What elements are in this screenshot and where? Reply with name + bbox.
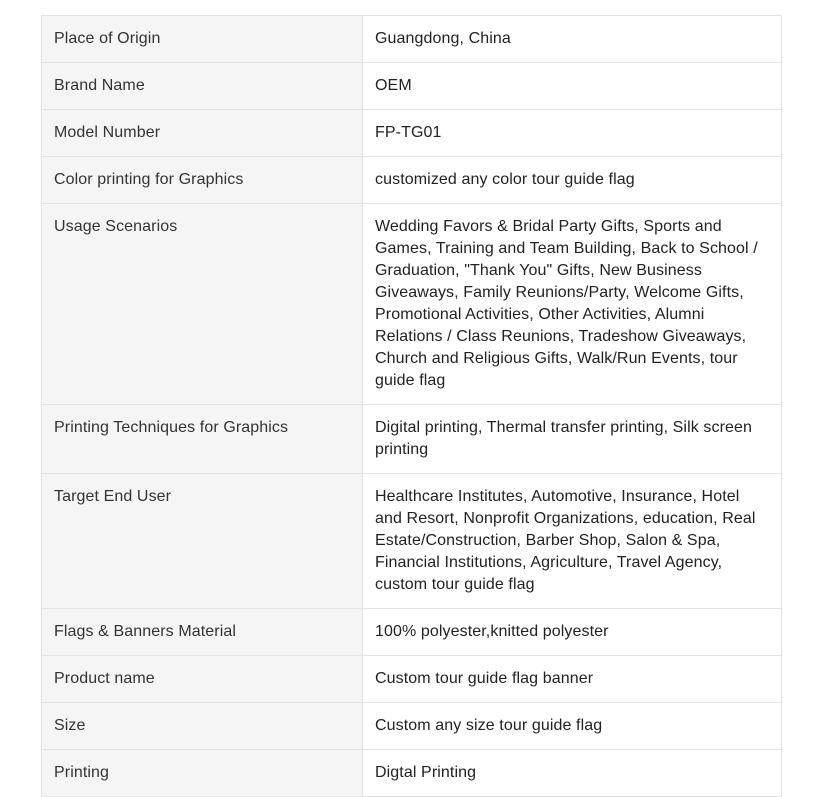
spec-label: Target End User (42, 474, 363, 609)
spec-value: Digital printing, Thermal transfer printing, Silk screen printing (363, 405, 782, 474)
spec-value: Guangdong, China (363, 16, 782, 63)
table-row (42, 63, 782, 110)
table-row (42, 204, 782, 405)
spec-value: OEM (363, 63, 782, 110)
table-row (42, 157, 782, 204)
spec-value: 100% polyester,knitted polyester (363, 609, 782, 656)
spec-value: Digtal Printing (363, 750, 782, 797)
table-row (42, 16, 782, 63)
table-row (42, 110, 782, 157)
specifications-table (41, 15, 782, 797)
spec-value: Healthcare Institutes, Automotive, Insurance, Hotel and Resort, Nonprofit Organizations, education, Real Estate/Construction, Barber Shop, Salon & Spa, Financial Institutions, Agriculture, Travel Agency, custom tour guide flag (363, 474, 782, 609)
spec-label: Usage Scenarios (42, 204, 363, 405)
spec-value: Custom any size tour guide flag (363, 703, 782, 750)
table-row (42, 703, 782, 750)
spec-value: FP-TG01 (363, 110, 782, 157)
table-row (42, 750, 782, 797)
spec-label: Color printing for Graphics (42, 157, 363, 204)
table-row (42, 474, 782, 609)
spec-value: Wedding Favors & Bridal Party Gifts, Sports and Games, Training and Team Building, Back to School / Graduation, "Thank You" Gifts, New Business Giveaways, Family Reunions/Party, Welcome Gifts, Promotional Activities, Other Activities, Alumni Relations / Class Reunions, Tradeshow Giveaways, Church and Religious Gifts, Walk/Run Events, tour guide flag (363, 204, 782, 405)
spec-label: Product name (42, 656, 363, 703)
spec-label: Brand Name (42, 63, 363, 110)
spec-label: Printing (42, 750, 363, 797)
spec-label: Model Number (42, 110, 363, 157)
spec-label: Printing Techniques for Graphics (42, 405, 363, 474)
spec-label: Place of Origin (42, 16, 363, 63)
table-row (42, 609, 782, 656)
table-row (42, 656, 782, 703)
spec-label: Size (42, 703, 363, 750)
spec-value: Custom tour guide flag banner (363, 656, 782, 703)
table-row (42, 405, 782, 474)
spec-label: Flags & Banners Material (42, 609, 363, 656)
spec-value: customized any color tour guide flag (363, 157, 782, 204)
